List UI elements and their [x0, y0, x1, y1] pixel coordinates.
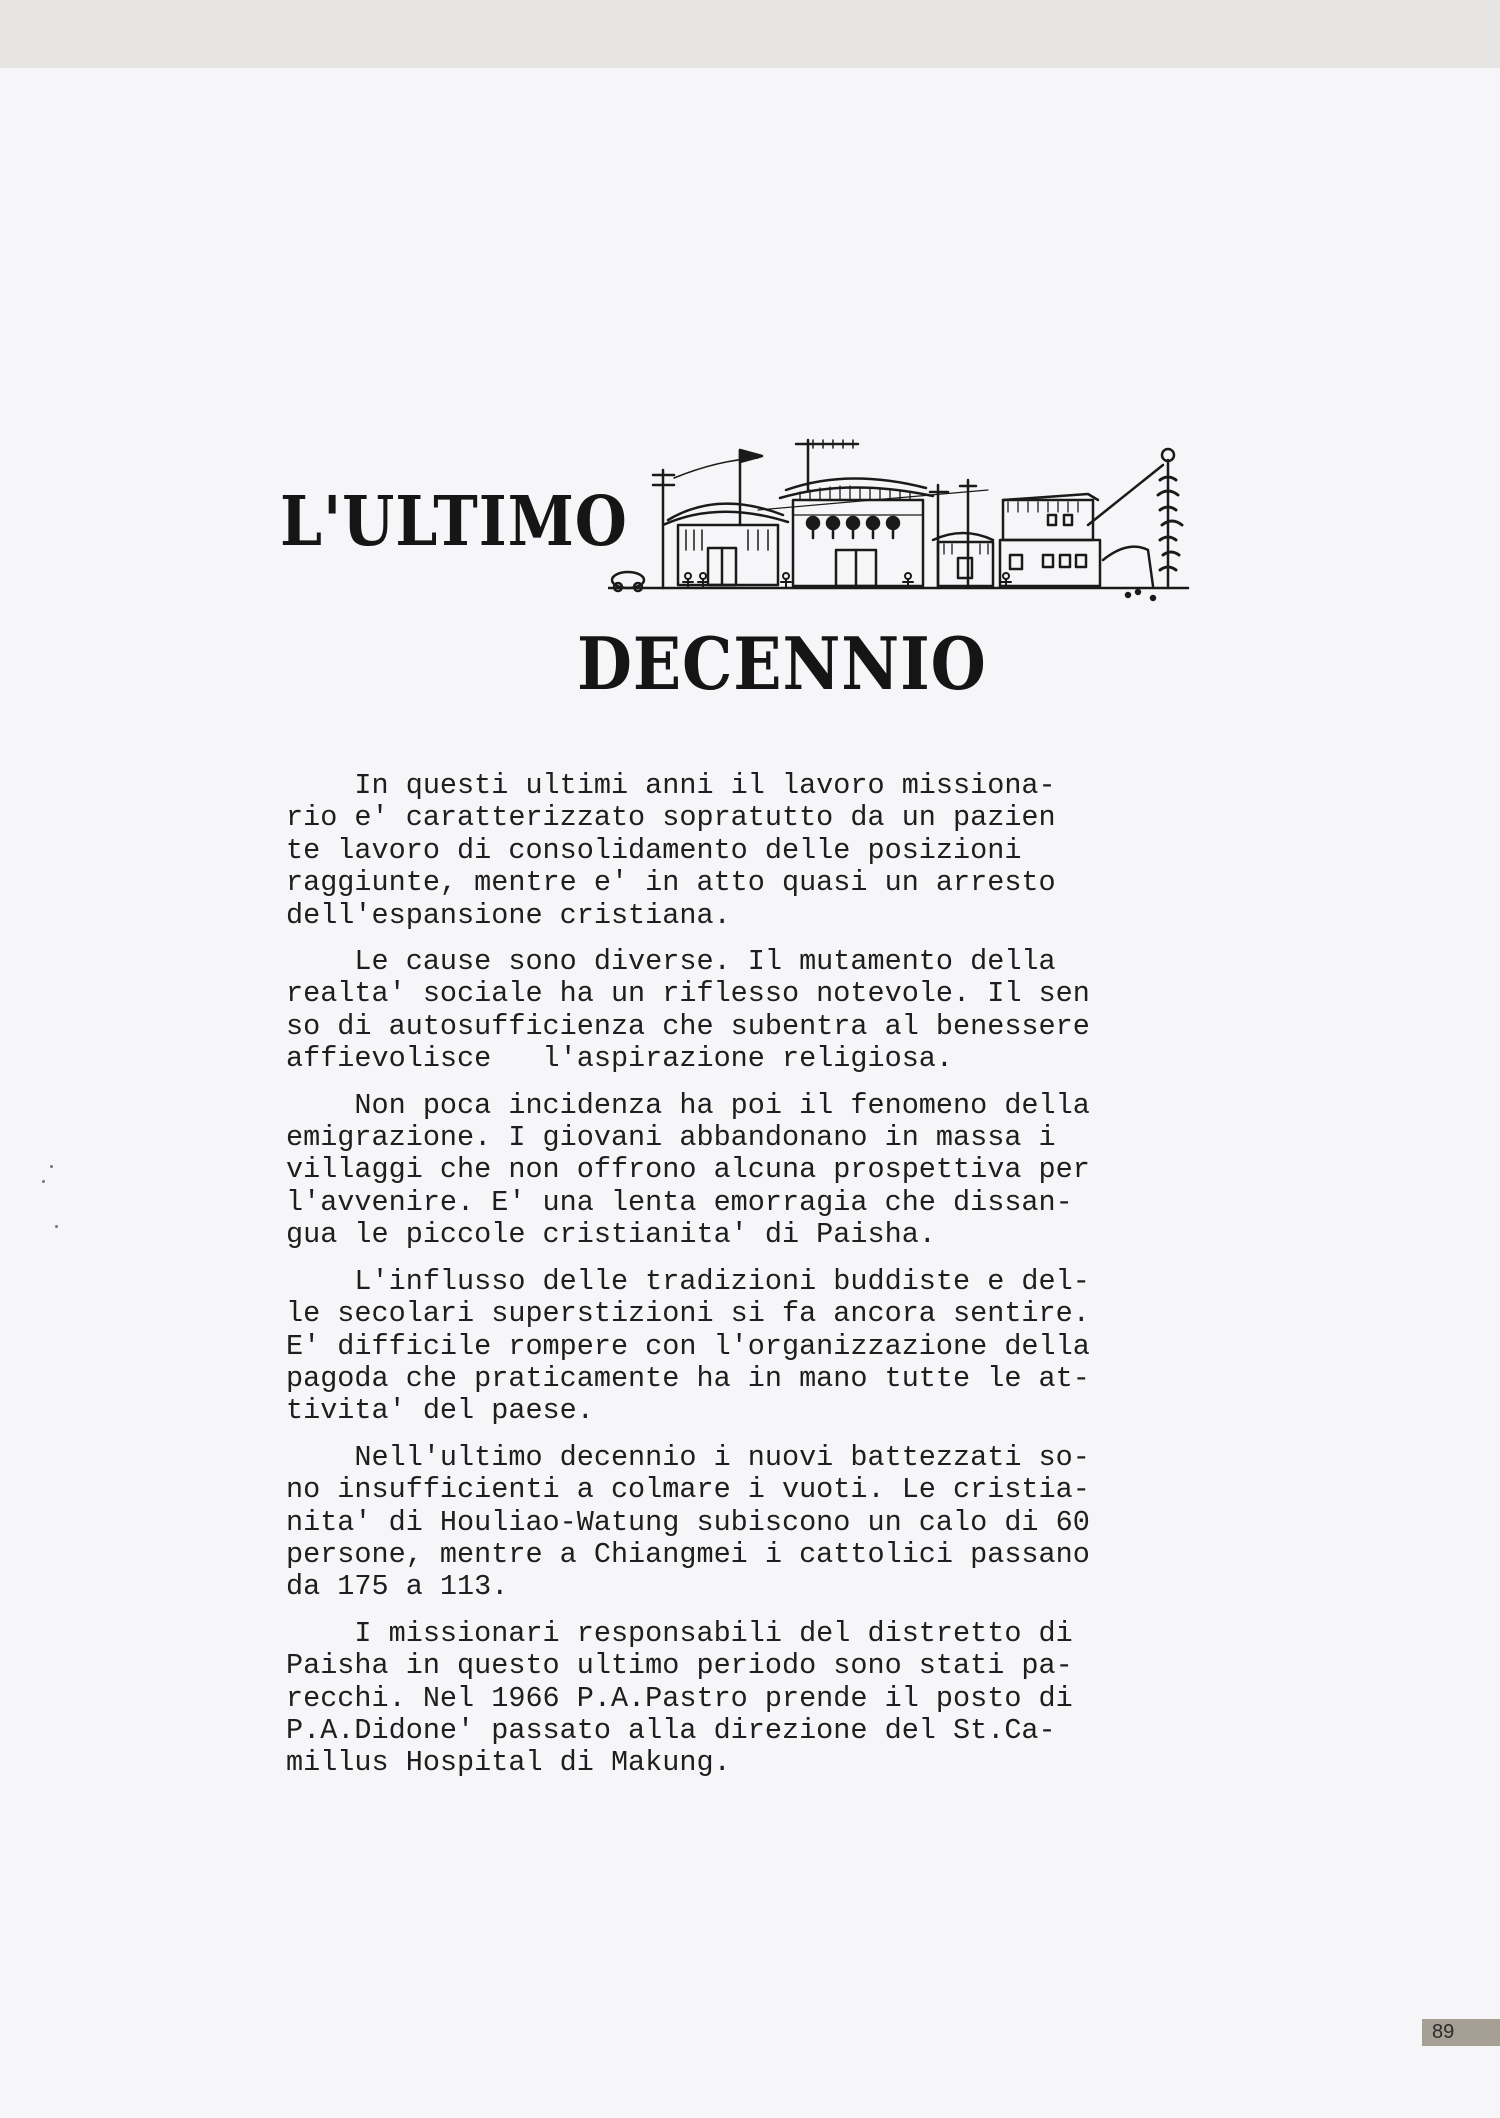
- text-line: da 175 a 113.: [286, 1570, 509, 1604]
- text-line: I missionari responsabili del distretto di: [286, 1616, 1073, 1650]
- paragraph: [286, 1266, 1186, 1428]
- text-line: gua le piccole cristianita' di Paisha.: [286, 1218, 936, 1252]
- text-line: Nell'ultimo decennio i nuovi battezzati so-: [286, 1440, 1090, 1474]
- text-line: millus Hospital di Makung.: [286, 1746, 731, 1780]
- scan-speck: [50, 1165, 53, 1168]
- text-line: P.A.Didone' passato alla direzione del St.Ca-: [286, 1713, 1056, 1747]
- text-line: realta' sociale ha un riflesso notevole. Il sen: [286, 977, 1090, 1011]
- scan-speck: [42, 1180, 45, 1183]
- text-line: l'avvenire. E' una lenta emorragia che dissan-: [286, 1185, 1073, 1219]
- text-line: Non poca incidenza ha poi il fenomeno della: [286, 1088, 1090, 1122]
- scan-top-band: [0, 0, 1500, 68]
- chapter-body: [286, 770, 1186, 1794]
- paragraph: [286, 770, 1186, 932]
- text-line: emigrazione. I giovani abbandonano in massa i: [286, 1121, 1056, 1155]
- page-number: 89: [1422, 2019, 1500, 2046]
- scan-speck: [55, 1225, 58, 1228]
- chapter-title-line-2: DECENNIO: [577, 621, 987, 706]
- text-line: no insufficienti a colmare i vuoti. Le cristia-: [286, 1473, 1090, 1507]
- text-line: raggiunte, mentre e' in atto quasi un arresto: [286, 866, 1056, 900]
- paragraph: [286, 1618, 1186, 1780]
- text-line: villaggi che non offrono alcuna prospettiva per: [286, 1153, 1090, 1187]
- text-line: In questi ultimi anni il lavoro missiona-: [286, 769, 1056, 802]
- text-line: E' difficile rompere con l'organizzazione della: [286, 1329, 1090, 1363]
- paragraph: [286, 1442, 1186, 1604]
- village-street-illustration: [608, 430, 1198, 610]
- text-line: rio e' caratterizzato sopratutto da un pazien: [286, 801, 1056, 835]
- chapter-title-line-1: L'ULTIMO: [280, 482, 628, 562]
- text-line: L'influsso delle tradizioni buddiste e del-: [286, 1264, 1090, 1298]
- text-line: dell'espansione cristiana.: [286, 898, 731, 932]
- text-line: recchi. Nel 1966 P.A.Pastro prende il posto di: [286, 1681, 1073, 1715]
- text-line: tivita' del paese.: [286, 1394, 594, 1428]
- paragraph: [286, 1090, 1186, 1252]
- text-line: te lavoro di consolidamento delle posizioni: [286, 833, 1022, 867]
- text-line: persone, mentre a Chiangmei i cattolici passano: [286, 1537, 1090, 1571]
- text-line: le secolari superstizioni si fa ancora sentire.: [286, 1297, 1090, 1331]
- text-line: so di autosufficienza che subentra al benessere: [286, 1009, 1090, 1043]
- text-line: Paisha in questo ultimo periodo sono stati pa-: [286, 1649, 1073, 1683]
- text-line: nita' di Houliao-Watung subiscono un calo di 60: [286, 1505, 1090, 1539]
- paragraph: [286, 946, 1186, 1076]
- text-line: pagoda che praticamente ha in mano tutte le at-: [286, 1361, 1090, 1395]
- text-line: Le cause sono diverse. Il mutamento della: [286, 945, 1056, 979]
- text-line: affievolisce l'aspirazione religiosa.: [286, 1042, 954, 1076]
